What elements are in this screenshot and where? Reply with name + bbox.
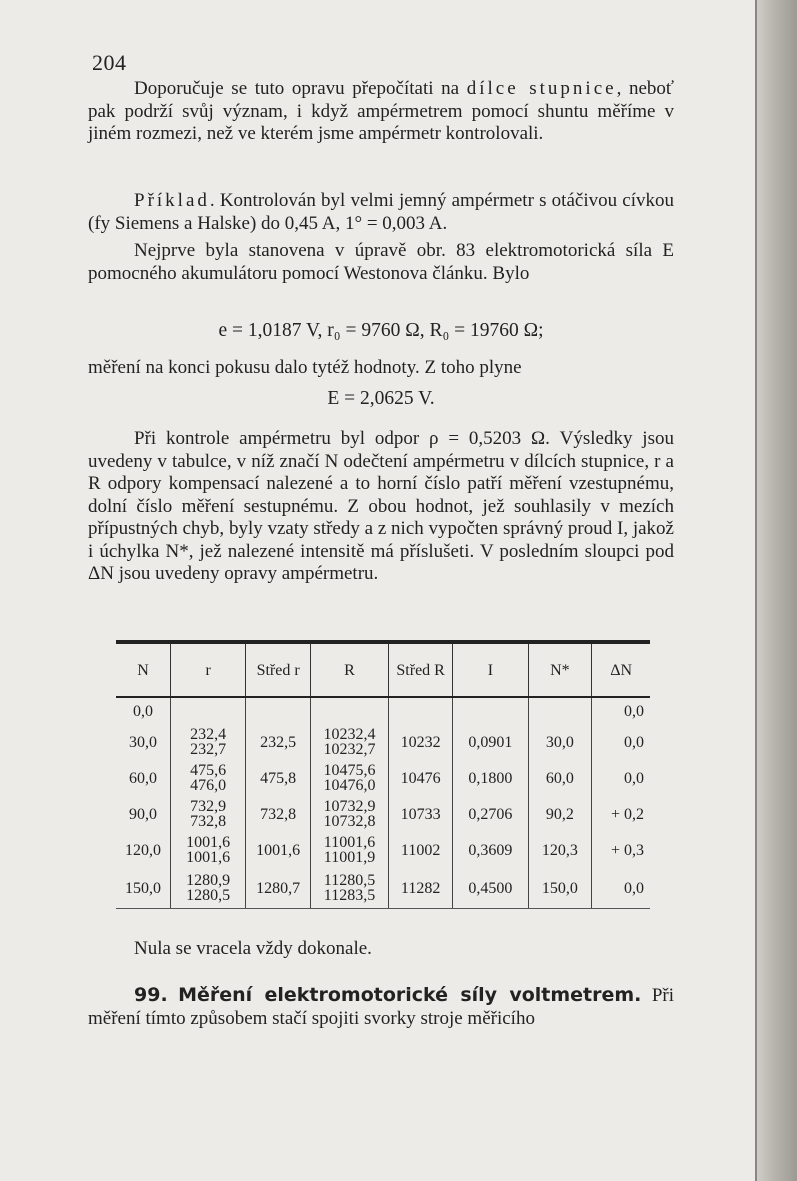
paragraph-2 <box>88 190 674 235</box>
r-up: 732,9 <box>190 798 227 815</box>
cell-N: 150,0 <box>116 868 171 909</box>
cell-dN: 0,0 <box>592 760 650 796</box>
cell-Nstar: 60,0 <box>528 760 592 796</box>
table-header: ΔN <box>592 642 650 697</box>
paragraph-3: Nejprve byla stanovena v úpravě obr. 83 elektromotorická síla E pomocného akumulátoru pomocí Westonova článku. Bylo <box>88 240 674 284</box>
cell-r-mid: 1001,6 <box>246 832 311 868</box>
section-text: Při měření tímto způsobem stačí spojiti svorky stroje měřicího <box>88 985 674 1029</box>
cell-dN: 0,0 <box>592 868 650 909</box>
r-down: 1001,6 <box>186 849 231 866</box>
cell-I: 0,4500 <box>453 868 528 909</box>
cell-dN: + 0,3 <box>592 832 650 868</box>
cell-r <box>171 724 246 760</box>
cell-R-mid: 10232 <box>389 724 453 760</box>
R-down: 11001,9 <box>323 849 376 866</box>
para1-text-a: Doporučuje se tuto opravu přepočítati na <box>134 78 467 99</box>
formula-1: e = 1,0187 V, r₀ = 9760 Ω, R₀ = 19760 Ω; <box>218 320 544 341</box>
page-edge <box>755 0 797 1181</box>
R-down: 11283,5 <box>323 887 376 904</box>
cell-R <box>311 868 389 909</box>
cell-dN: 0,0 <box>592 724 650 760</box>
r-up: 1001,6 <box>186 834 231 851</box>
cell-r-mid: 1280,7 <box>246 868 311 909</box>
cell-N: 90,0 <box>129 805 157 823</box>
cell-R <box>311 832 389 868</box>
R-up: 10732,9 <box>323 798 376 815</box>
section-title: Měření elektromotorické síly voltmetrem. <box>178 984 642 1006</box>
r-up: 1280,9 <box>186 872 231 889</box>
paragraph-4: měření na konci pokusu dalo tytéž hodnoty. Z toho plyne <box>88 357 522 378</box>
cell-N: 0,0 <box>133 702 153 720</box>
cell-Nstar: 30,0 <box>528 724 592 760</box>
paragraph-5: Při kontrole ampérmetru byl odpor ρ = 0,5203 Ω. Výsledky jsou uvedeny v tabulce, v níž značí N odečtení ampérmetru v dílcích stupnice, r a R odpory kompensací nalezené a to horní číslo patří měření vzestupnému, dolní číslo měření sestupnému. Z obou hodnot, jež souhlasily v mezích přípustných chyb, byly vzaty středy a z nich vypočten správný proud I, jakož i úchylka N*, jež nalezené intensitě má příslušeti. V posledním sloupci pod ΔN jsou uvedeny opravy ampérmetru. <box>88 428 674 584</box>
cell-R-mid: 11282 <box>389 868 453 909</box>
cell-r-mid: 732,8 <box>246 796 311 832</box>
cell-r <box>171 760 246 796</box>
table-header: Střed R <box>389 642 453 697</box>
table-header: N <box>116 642 171 697</box>
cell-R-mid: 10476 <box>389 760 453 796</box>
cell-I: 0,2706 <box>453 796 528 832</box>
R-up: 10475,6 <box>323 762 376 779</box>
cell-N: 30,0 <box>129 733 157 751</box>
cell-R <box>311 760 389 796</box>
R-down: 10732,8 <box>323 813 376 830</box>
table-header: R <box>311 642 389 697</box>
r-up: 232,4 <box>190 726 227 743</box>
cell-Nstar: 90,2 <box>528 796 592 832</box>
R-up: 11280,5 <box>323 872 376 889</box>
paragraph-6: Nula se vracela vždy dokonale. <box>134 938 372 959</box>
cell-dN: + 0,2 <box>592 796 650 832</box>
para1-text-b: , neboť pak podrží svůj význam, i když ampérmetrem pomocí shuntu měříme v jiném rozmezi, než ve kterém jsme ampérmetr kontrolovali. <box>88 78 674 144</box>
para2-text: . Kontrolován byl velmi jemný ampérmetr s otáčivou cívkou (fy Siemens a Halske) do 0,45 A, 1° = 0,003 A. <box>88 190 674 234</box>
formula-2: E = 2,0625 V. <box>327 388 435 409</box>
r-down: 1280,5 <box>186 887 231 904</box>
cell-r <box>171 868 246 909</box>
para1-emphasis: dílce stupnice <box>466 78 617 99</box>
table-row <box>116 760 650 796</box>
cell-r <box>171 832 246 868</box>
R-down: 10232,7 <box>323 741 376 758</box>
table-row <box>116 724 650 760</box>
cell-R-mid: 10733 <box>389 796 453 832</box>
cell-Nstar: 120,3 <box>528 832 592 868</box>
table-row <box>116 796 650 832</box>
table-header: I <box>453 642 528 697</box>
example-label: Příklad <box>134 190 210 211</box>
results-table <box>116 640 650 909</box>
cell-R <box>311 796 389 832</box>
table-header: r <box>171 642 246 697</box>
table-row <box>116 697 650 724</box>
cell-N: 60,0 <box>129 769 157 787</box>
page-number: 204 <box>92 50 127 75</box>
R-up: 11001,6 <box>323 834 376 851</box>
r-down: 732,8 <box>190 813 227 830</box>
r-down: 476,0 <box>190 777 227 794</box>
R-up: 10232,4 <box>323 726 376 743</box>
cell-r-mid: 232,5 <box>246 724 311 760</box>
cell-dN: 0,0 <box>592 697 650 724</box>
cell-I: 0,3609 <box>453 832 528 868</box>
cell-I: 0,0901 <box>453 724 528 760</box>
table-header-row <box>116 642 650 697</box>
cell-R-mid: 11002 <box>389 832 453 868</box>
cell-r-mid: 475,8 <box>246 760 311 796</box>
cell-Nstar: 150,0 <box>528 868 592 909</box>
cell-r <box>171 796 246 832</box>
R-down: 10476,0 <box>323 777 376 794</box>
table-header: N* <box>528 642 592 697</box>
table-row <box>116 868 650 909</box>
r-up: 475,6 <box>190 762 227 779</box>
cell-N: 120,0 <box>125 841 161 859</box>
table-row <box>116 832 650 868</box>
r-down: 232,7 <box>190 741 227 758</box>
section-number: 99. <box>134 984 168 1006</box>
section-99 <box>88 984 674 1030</box>
table-header: Střed r <box>246 642 311 697</box>
cell-I: 0,1800 <box>453 760 528 796</box>
paragraph-1 <box>88 78 674 146</box>
cell-R <box>311 724 389 760</box>
